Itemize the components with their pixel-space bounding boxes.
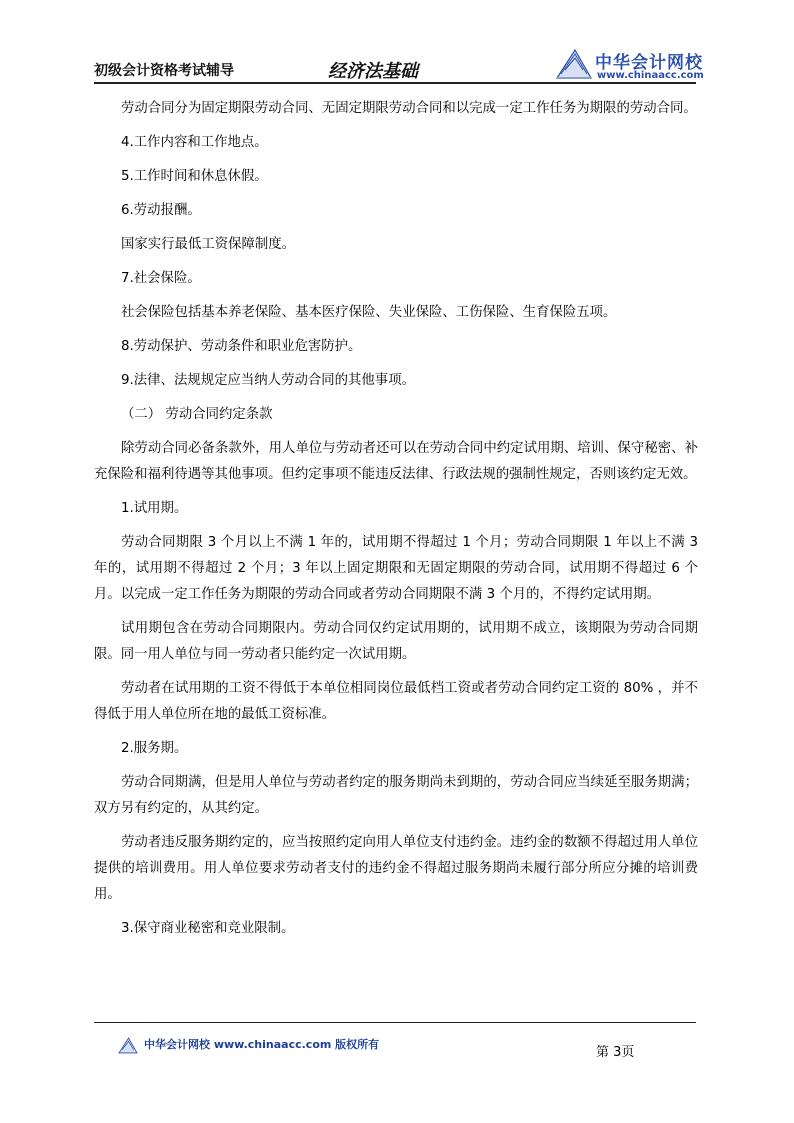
chinaacc-logo-icon	[555, 46, 593, 80]
body-paragraph: 7.社会保险。	[121, 271, 201, 286]
body-paragraph: 4.工作内容和工作地点。	[121, 135, 268, 150]
body-paragraph: 试用期包含在劳动合同期限内。劳动合同仅约定试用期的，试用期不成立，该期限为劳动合同期限。同一用人单位与同一劳动者只能约定一次试用期。	[94, 621, 698, 662]
footer-divider	[94, 1022, 696, 1023]
body-paragraph: 2.服务期。	[121, 741, 188, 756]
body-paragraph: 1.试用期。	[121, 501, 188, 516]
body-paragraph: 8.劳动保护、劳动条件和职业危害防护。	[121, 339, 362, 354]
body-paragraph: 9.法律、法规规定应当纳人劳动合同的其他事项。	[121, 373, 415, 388]
document-body	[94, 96, 698, 950]
section-heading: （二） 劳动合同约定条款	[121, 407, 273, 422]
body-paragraph: 劳动者在试用期的工资不得低于本单位相同岗位最低档工资或者劳动合同约定工资的 80% ，并不得低于用人单位所在地的最低工资标准。	[94, 681, 698, 722]
subject-title: 经济法基础	[328, 61, 418, 82]
exam-series-title: 初级会计资格考试辅导	[94, 63, 234, 79]
body-paragraph: 劳动合同期满，但是用人单位与劳动者约定的服务期尚未到期的，劳动合同应当续延至服务期满；双方另有约定的，从其约定。	[94, 775, 698, 816]
footer-copyright: 中华会计网校 www.chinaacc.com 版权所有	[144, 1038, 380, 1051]
chinaacc-logo-icon	[116, 1036, 140, 1054]
body-paragraph: 6.劳动报酬。	[121, 203, 201, 218]
brand-logo	[555, 44, 705, 84]
logo-brand-url: www.chinaacc.com	[597, 70, 704, 81]
body-paragraph: 劳动者违反服务期约定的，应当按照约定向用人单位支付违约金。违约金的数额不得超过用人单位提供的培训费用。用人单位要求劳动者支付的违约金不得超过服务期尚未履行部分所应分摊的培训费用。	[94, 835, 698, 902]
body-paragraph: 5.工作时间和休息休假。	[121, 169, 268, 184]
body-paragraph: 劳动合同期限 3 个月以上不满 1 年的，试用期不得超过 1 个月；劳动合同期限 1 年以上不满 3 年的，试用期不得超过 2 个月；3 年以上固定期限和无固定期限的劳动合同，试用期不得超过 6 个月。以完成一定工作任务为期限的劳动合同或者劳动合同期限不满 3 个月的，不得约定试用期。	[94, 535, 698, 602]
body-paragraph: 劳动合同分为固定期限劳动合同、无固定期限劳动合同和以完成一定工作任务为期限的劳动合同。	[121, 101, 697, 116]
body-paragraph: 社会保险包括基本养老保险、基本医疗保险、失业保险、工伤保险、生育保险五项。	[121, 305, 617, 320]
header-divider	[94, 82, 696, 84]
logo-brand-name: 中华会计网校	[595, 53, 703, 73]
page-number: 第 3页	[596, 1045, 635, 1060]
body-paragraph: 3.保守商业秘密和竞业限制。	[121, 921, 295, 936]
body-paragraph: 国家实行最低工资保障制度。	[121, 237, 296, 252]
body-paragraph: 除劳动合同必备条款外，用人单位与劳动者还可以在劳动合同中约定试用期、培训、保守秘密、补充保险和福利待遇等其他事项。但约定事项不能违反法律、行政法规的强制性规定，否则该约定无效。	[94, 441, 698, 482]
